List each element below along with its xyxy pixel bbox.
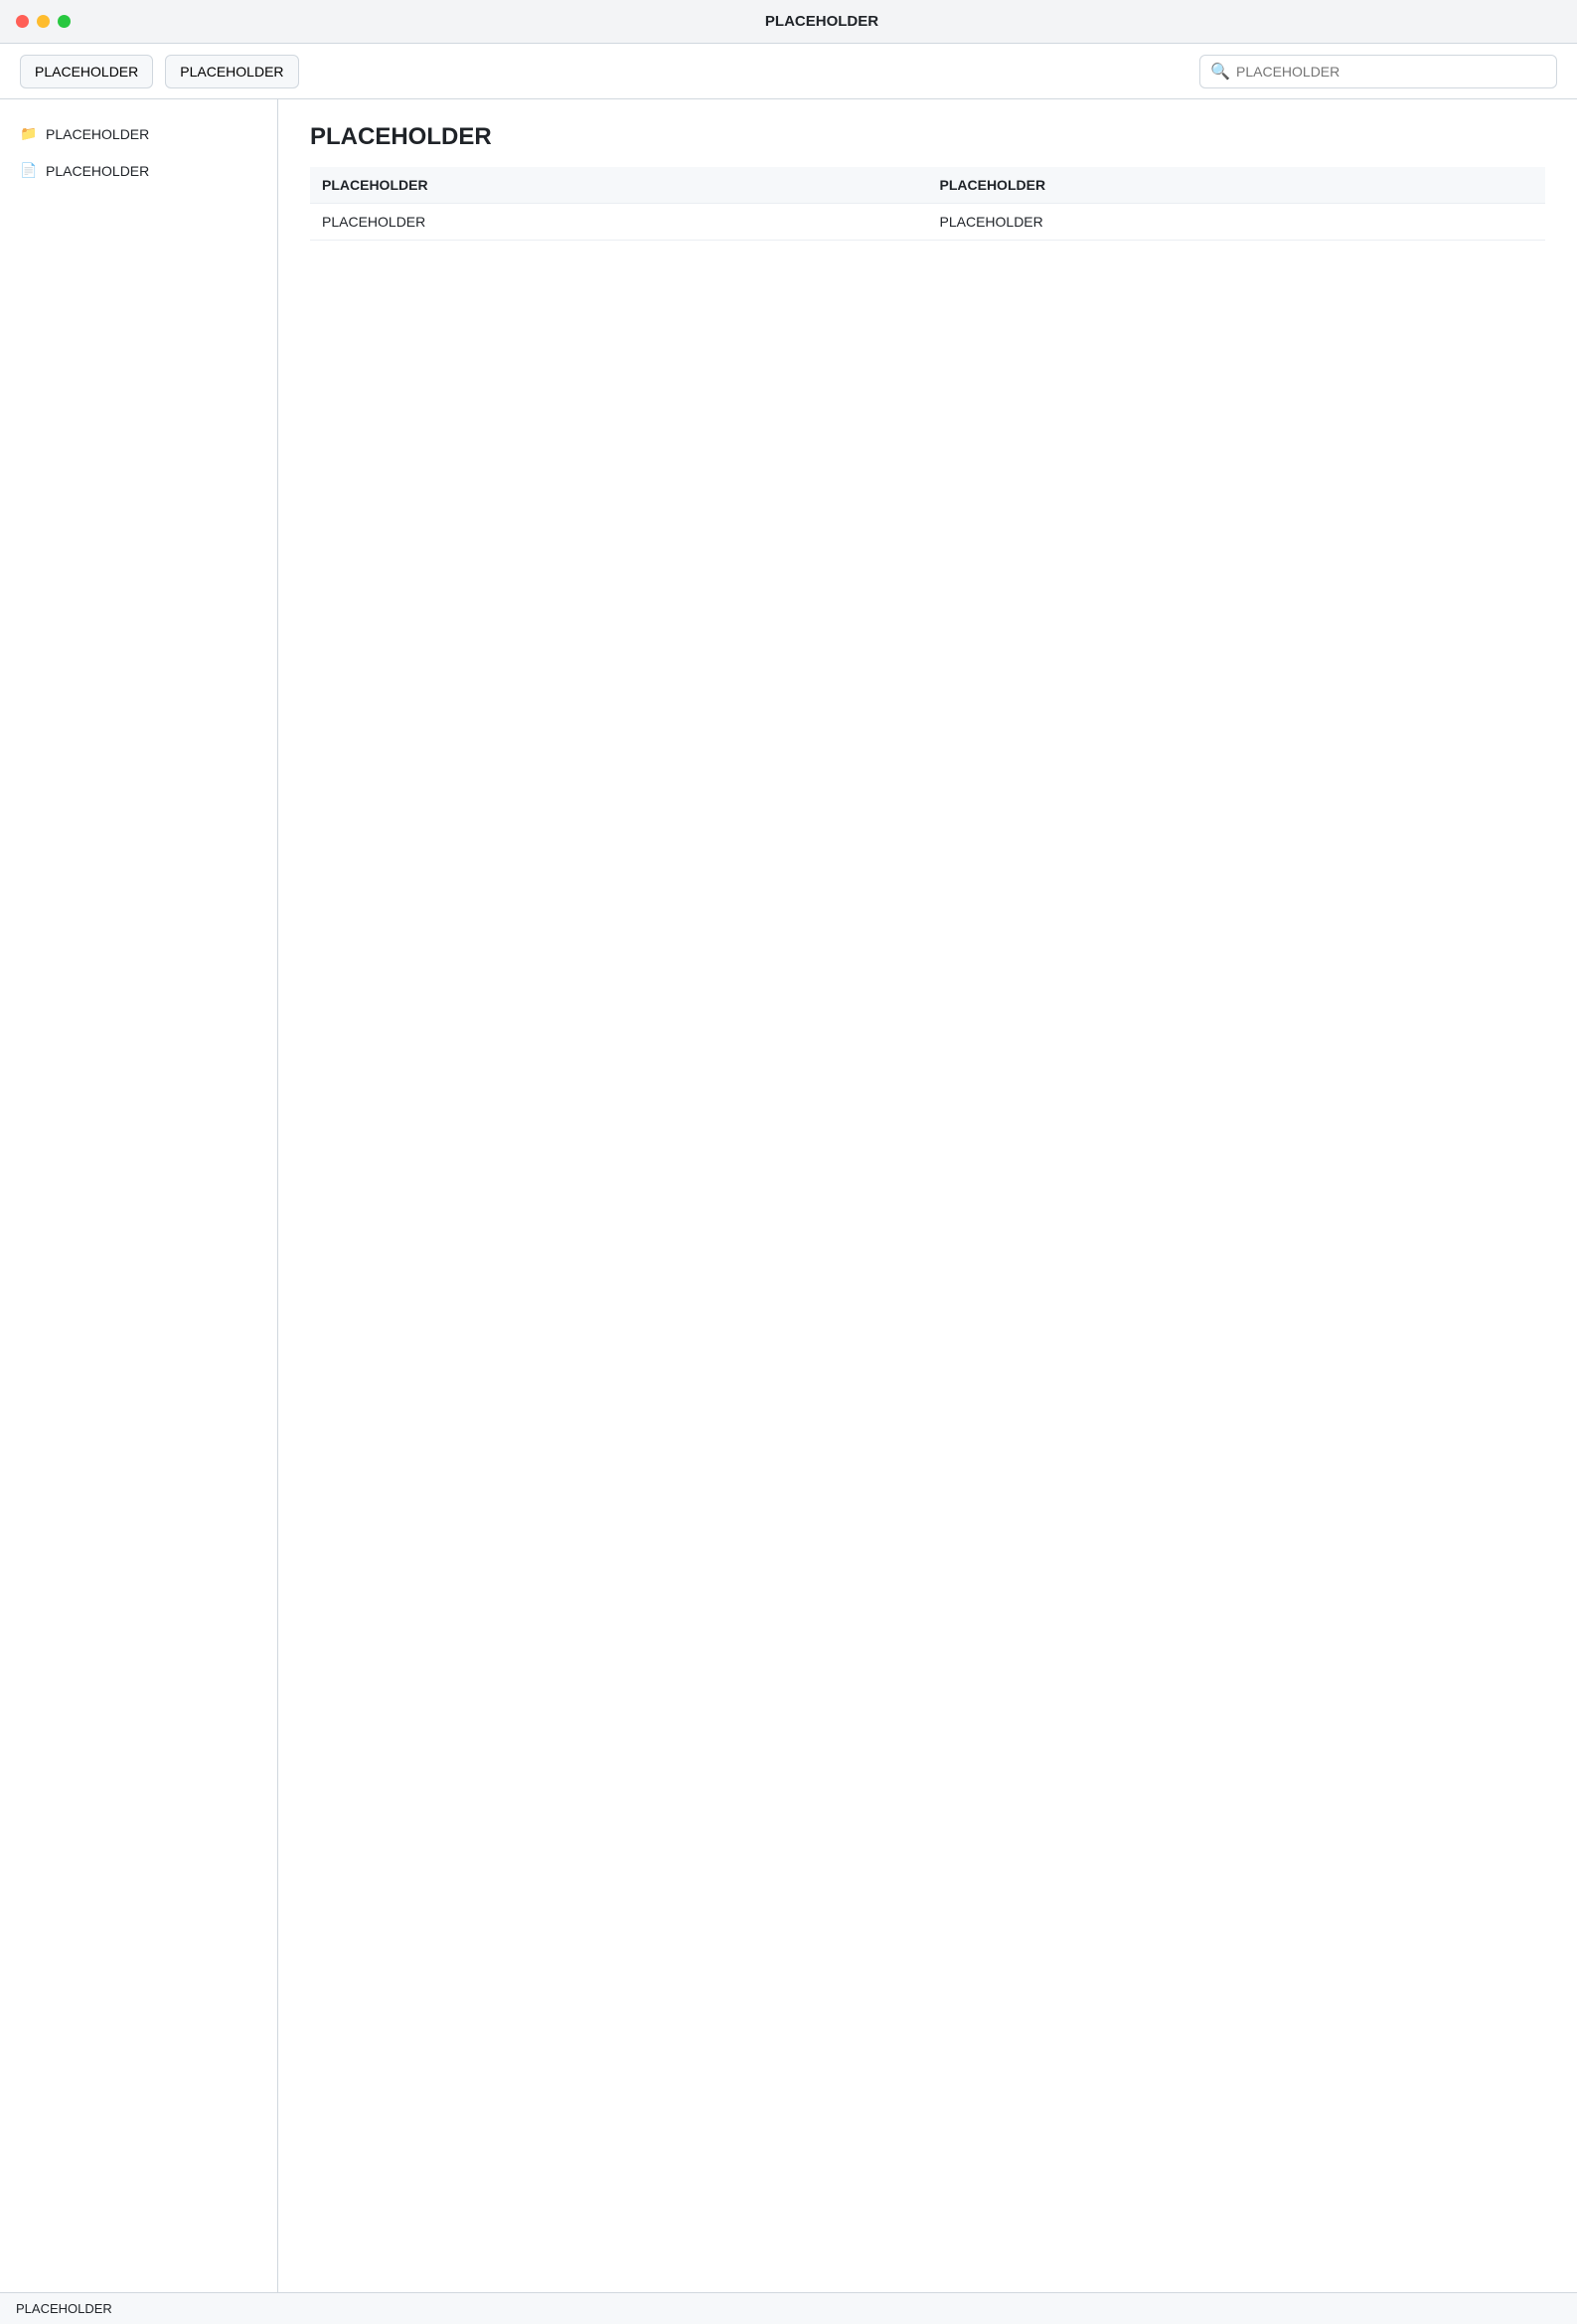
sidebar-item-label: PLACEHOLDER [46, 125, 150, 142]
status-bar [0, 2292, 1577, 2324]
sidebar [0, 99, 278, 2292]
sidebar-item-1[interactable] [0, 115, 277, 152]
main-panel [278, 99, 1577, 2292]
content-area [0, 99, 1577, 2292]
search-icon: 🔍 [1210, 63, 1230, 81]
sidebar-item-label: PLACEHOLDER [46, 162, 150, 179]
column-header[interactable]: PLACEHOLDER [310, 167, 928, 204]
toolbar [0, 44, 1577, 99]
page-title: PLACEHOLDER [310, 123, 492, 150]
folder-icon: 📁 [20, 125, 38, 141]
title-bar [0, 0, 1577, 44]
file-icon: 📄 [20, 162, 38, 178]
table-row[interactable] [310, 204, 1545, 241]
search-box [1199, 55, 1557, 88]
minimize-window-button[interactable] [37, 15, 50, 28]
close-window-button[interactable] [16, 15, 29, 28]
table-cell: PLACEHOLDER [310, 204, 928, 241]
maximize-window-button[interactable] [58, 15, 71, 28]
toolbar-button-2[interactable]: PLACEHOLDER [165, 55, 298, 88]
sidebar-item-2[interactable] [0, 152, 277, 189]
window-controls [16, 15, 71, 28]
toolbar-button-1[interactable]: PLACEHOLDER [20, 55, 153, 88]
table-cell: PLACEHOLDER [928, 204, 1546, 241]
data-table [310, 167, 1545, 241]
status-text: PLACEHOLDER [16, 2301, 112, 2316]
table-header-row [310, 167, 1545, 204]
column-header[interactable]: PLACEHOLDER [928, 167, 1546, 204]
search-input[interactable] [1234, 63, 1546, 81]
window-title: PLACEHOLDER [764, 13, 879, 30]
